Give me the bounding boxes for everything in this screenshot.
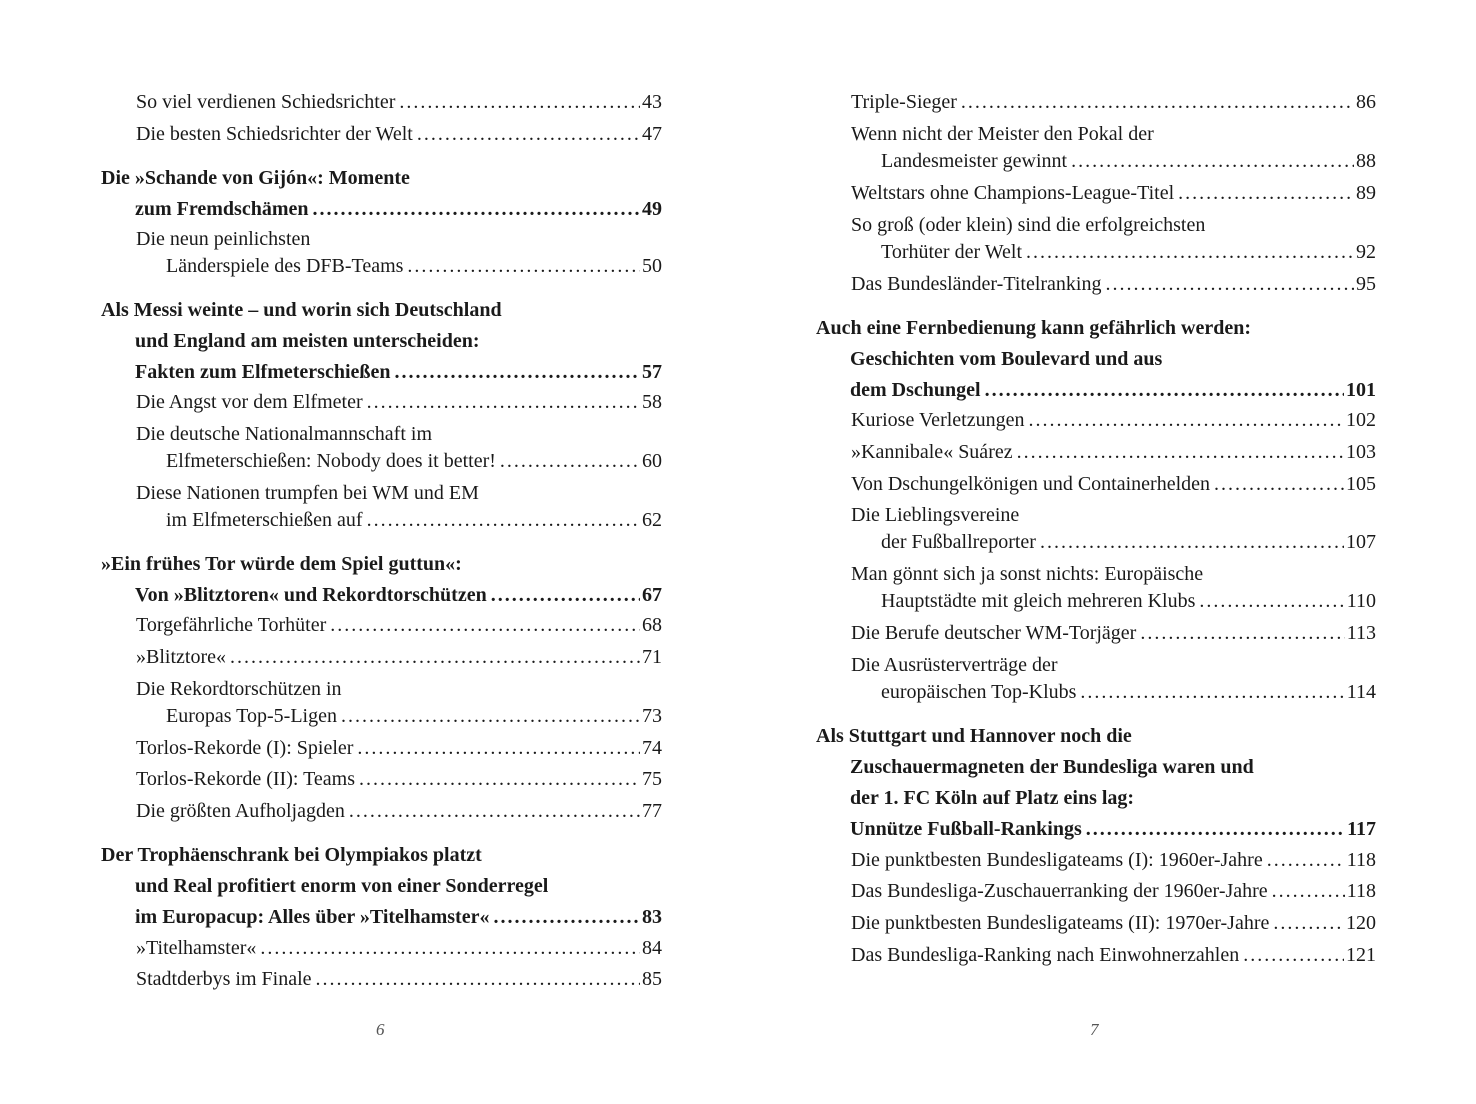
toc-page-number: 58: [642, 391, 662, 413]
toc-dot-leader: [491, 580, 640, 611]
toc-entry-line: [136, 935, 662, 962]
toc-entry-title: Von »Blitztoren« und Rekordtorschützen: [135, 584, 487, 606]
toc-entry-line: [136, 966, 662, 993]
toc-entry-title: Als Stuttgart und Hannover noch die: [816, 725, 1132, 747]
toc-entry-line: [101, 549, 662, 580]
toc-subentry: [136, 676, 662, 730]
toc-entry-line: [136, 507, 662, 534]
toc-entry-line: [816, 752, 1376, 783]
toc-subentry: [851, 121, 1376, 175]
toc-entry-title: »Kannibale« Suárez: [851, 441, 1013, 463]
toc-dot-leader: [367, 507, 640, 534]
toc-entry-title: europäischen Top-Klubs: [881, 681, 1077, 703]
toc-entry-title: »Ein frühes Tor würde dem Spiel guttun«:: [101, 553, 462, 575]
toc-page-number: 49: [642, 198, 662, 220]
toc-entry-title: Landesmeister gewinnt: [881, 150, 1068, 172]
toc-dot-leader: [985, 375, 1344, 406]
toc-subentry: [851, 561, 1376, 615]
toc-entry-line: [101, 163, 662, 194]
toc-dot-leader: [1214, 471, 1344, 498]
toc-entry-line: [851, 847, 1376, 874]
toc-page-number: 105: [1346, 473, 1376, 495]
toc-entry-line: [851, 529, 1376, 556]
toc-entry-title: Die deutsche Nationalmannschaft im: [136, 423, 433, 445]
toc-entry-line: [816, 313, 1376, 344]
toc-entry-line: [851, 588, 1376, 615]
toc-entry-line: [136, 480, 662, 507]
toc-dot-leader: [357, 735, 640, 762]
toc-entry-title: im Elfmeterschießen auf: [166, 509, 363, 531]
toc-entry-line: [851, 407, 1376, 434]
toc-entry-title: Länderspiele des DFB-Teams: [166, 255, 404, 277]
toc-dot-leader: [1086, 814, 1345, 845]
toc-entry-line: [816, 375, 1376, 406]
toc-page-number: 118: [1346, 880, 1376, 902]
toc-entry-title: Die neun peinlichsten: [136, 228, 311, 250]
toc-entry-title: Das Bundesliga-Ranking nach Einwohnerzahlen: [851, 944, 1240, 966]
toc-page-number: 43: [642, 91, 662, 113]
toc-dot-leader: [1040, 529, 1344, 556]
toc-entry-line: [101, 194, 662, 225]
toc-page-number: 68: [642, 614, 662, 636]
toc-entry-title: dem Dschungel: [850, 379, 981, 401]
toc-entry-line: [816, 344, 1376, 375]
toc-page-number: 107: [1346, 531, 1376, 553]
toc-entry-line: [851, 471, 1376, 498]
toc-page-number: 73: [642, 705, 662, 727]
toc-entry-line: [101, 295, 662, 326]
toc-subentry: [136, 121, 662, 148]
toc-page-number: 47: [642, 123, 662, 145]
toc-page-number: 67: [642, 584, 662, 606]
toc-entry-line: [816, 814, 1376, 845]
toc-subentry: [851, 407, 1376, 434]
toc-subentry: [136, 480, 662, 534]
toc-dot-leader: [1106, 271, 1355, 298]
toc-entry-title: Die Rekordtorschützen in: [136, 678, 342, 700]
toc-page-number: 110: [1346, 590, 1376, 612]
toc-page-number: 95: [1356, 273, 1376, 295]
toc-entry-line: [136, 735, 662, 762]
toc-entry-title: Torlos-Rekorde (I): Spieler: [136, 737, 354, 759]
toc-entry-line: [851, 942, 1376, 969]
toc-page-number: 75: [642, 768, 662, 790]
toc-entry-title: Triple-Sieger: [851, 91, 957, 113]
toc-entry-title: Torhüter der Welt: [881, 241, 1023, 263]
toc-page-number: 103: [1346, 441, 1376, 463]
toc-entry-line: [816, 721, 1376, 752]
toc-page-number: 102: [1346, 409, 1376, 431]
toc-dot-leader: [316, 966, 640, 993]
toc-entry-title: Das Bundesländer-Titelranking: [851, 273, 1102, 295]
toc-entry-line: [136, 89, 662, 116]
toc-entry-line: [851, 910, 1376, 937]
toc-dot-leader: [359, 766, 640, 793]
toc-page-number: 86: [1356, 91, 1376, 113]
toc-entry-line: [136, 612, 662, 639]
toc-entry-title: Diese Nationen trumpfen bei WM und EM: [136, 482, 479, 504]
toc-entry-line: [101, 840, 662, 871]
toc-entry-line: [101, 580, 662, 611]
toc-page-number: 113: [1346, 622, 1376, 644]
toc-page-number: 60: [642, 450, 662, 472]
toc-page-number: 77: [642, 800, 662, 822]
toc-dot-leader: [417, 121, 640, 148]
toc-dot-leader: [1028, 407, 1344, 434]
toc-entry-title: Die größten Aufholjagden: [136, 800, 345, 822]
toc-entry-title: Der Trophäenschrank bei Olympiakos platzt: [101, 844, 482, 866]
toc-subentry: [851, 910, 1376, 937]
toc-subentry: [136, 421, 662, 475]
toc-dot-leader: [313, 194, 641, 225]
toc-entry-title: Man gönnt sich ja sonst nichts: Europäische: [851, 563, 1204, 585]
toc-entry-line: [136, 798, 662, 825]
toc-subentry: [851, 180, 1376, 207]
left-page-number: 6: [376, 1020, 385, 1039]
toc-entry-title: Auch eine Fernbedienung kann gefährlich werden:: [816, 317, 1252, 339]
toc-entry-line: [136, 389, 662, 416]
toc-subentry: [136, 612, 662, 639]
right-page-number: 7: [1090, 1020, 1099, 1039]
toc-entry-title: So groß (oder klein) sind die erfolgreichsten: [851, 214, 1206, 236]
toc-entry-title: Elfmeterschießen: Nobody does it better!: [166, 450, 496, 472]
toc-dot-leader: [395, 357, 640, 388]
toc-entry-line: [136, 121, 662, 148]
toc-entry-line: [851, 620, 1376, 647]
toc-subentry: [136, 389, 662, 416]
toc-entry-title: Als Messi weinte – und worin sich Deutschland: [101, 299, 502, 321]
toc-page-number: 57: [642, 361, 662, 383]
toc-entry-title: Stadtderbys im Finale: [136, 968, 312, 990]
toc-chapter-entry: [816, 313, 1376, 406]
toc-dot-leader: [500, 448, 640, 475]
toc-entry-line: [851, 561, 1376, 588]
toc-entry-title: Zuschauermagneten der Bundesliga waren und: [850, 756, 1254, 778]
toc-subentry: [851, 271, 1376, 298]
toc-dot-leader: [1272, 878, 1345, 905]
toc-entry-title: Das Bundesliga-Zuschauerranking der 1960er-Jahre: [851, 880, 1268, 902]
toc-entry-title: Wenn nicht der Meister den Pokal der: [851, 123, 1154, 145]
toc-entry-title: Die besten Schiedsrichter der Welt: [136, 123, 413, 145]
toc-entry-title: Die punktbesten Bundesligateams (II): 1970er-Jahre: [851, 912, 1270, 934]
toc-entry-line: [816, 783, 1376, 814]
toc-dot-leader: [961, 89, 1354, 116]
toc-dot-leader: [1080, 679, 1344, 706]
toc-entry-line: [101, 871, 662, 902]
toc-page-number: 121: [1346, 944, 1376, 966]
toc-subentry: [851, 652, 1376, 706]
toc-chapter-entry: [101, 549, 662, 611]
toc-page-number: 84: [642, 937, 662, 959]
toc-entry-line: [136, 253, 662, 280]
toc-chapter-entry: [101, 163, 662, 225]
toc-page-number: 50: [642, 255, 662, 277]
toc-subentry: [851, 502, 1376, 556]
toc-entry-line: [136, 703, 662, 730]
toc-entry-line: [101, 902, 662, 933]
toc-dot-leader: [230, 644, 640, 671]
toc-dot-leader: [1267, 847, 1345, 874]
toc-chapter-entry: [816, 721, 1376, 845]
toc-dot-leader: [407, 253, 640, 280]
toc-entry-line: [136, 644, 662, 671]
toc-dot-leader: [1071, 148, 1354, 175]
toc-entry-line: [851, 89, 1376, 116]
toc-subentry: [851, 439, 1376, 466]
toc-page-number: 83: [642, 906, 662, 928]
toc-entry-title: Die Berufe deutscher WM-Torjäger: [851, 622, 1137, 644]
toc-entry-title: Die punktbesten Bundesligateams (I): 1960er-Jahre: [851, 849, 1263, 871]
toc-entry-line: [851, 239, 1376, 266]
toc-chapter-entry: [101, 295, 662, 388]
toc-entry-line: [136, 766, 662, 793]
toc-subentry: [851, 942, 1376, 969]
toc-entry-line: [851, 180, 1376, 207]
toc-entry-title: Weltstars ohne Champions-League-Titel: [851, 182, 1175, 204]
toc-subentry: [136, 966, 662, 993]
toc-subentry: [851, 212, 1376, 266]
toc-entry-line: [136, 676, 662, 703]
toc-entry-title: und Real profitiert enorm von einer Sonderregel: [135, 875, 549, 897]
toc-entry-title: Unnütze Fußball-Rankings: [850, 818, 1082, 840]
toc-chapter-entry: [101, 840, 662, 933]
toc-entry-line: [851, 878, 1376, 905]
toc-subentry: [851, 620, 1376, 647]
toc-entry-line: [851, 502, 1376, 529]
toc-page-number: 62: [642, 509, 662, 531]
toc-entry-title: Torgefährliche Torhüter: [136, 614, 327, 636]
toc-entry-title: Geschichten vom Boulevard und aus: [850, 348, 1163, 370]
toc-entry-line: [851, 679, 1376, 706]
toc-page-number: 118: [1346, 849, 1376, 871]
toc-entry-title: der Fußballreporter: [881, 531, 1036, 553]
toc-entry-title: im Europacup: Alles über »Titelhamster«: [135, 906, 490, 928]
toc-entry-title: Europas Top-5-Ligen: [166, 705, 337, 727]
toc-dot-leader: [1273, 910, 1344, 937]
toc-dot-leader: [399, 89, 640, 116]
toc-entry-line: [851, 652, 1376, 679]
toc-subentry: [851, 847, 1376, 874]
toc-entry-title: Fakten zum Elfmeterschießen: [135, 361, 391, 383]
toc-dot-leader: [260, 935, 640, 962]
toc-page-number: 120: [1346, 912, 1376, 934]
toc-entry-title: und England am meisten unterscheiden:: [135, 330, 480, 352]
toc-dot-leader: [1199, 588, 1344, 615]
toc-dot-leader: [330, 612, 640, 639]
toc-subentry: [851, 471, 1376, 498]
toc-subentry: [136, 766, 662, 793]
toc-entry-title: »Titelhamster«: [136, 937, 257, 959]
toc-entry-line: [136, 226, 662, 253]
toc-entry-title: Von Dschungelkönigen und Containerhelden: [851, 473, 1211, 495]
toc-page-number: 101: [1346, 379, 1376, 401]
toc-entry-title: der 1. FC Köln auf Platz eins lag:: [850, 787, 1135, 809]
toc-page-number: 88: [1356, 150, 1376, 172]
toc-entry-line: [101, 326, 662, 357]
toc-entry-title: Torlos-Rekorde (II): Teams: [136, 768, 355, 790]
toc-subentry: [851, 878, 1376, 905]
toc-dot-leader: [367, 389, 640, 416]
toc-dot-leader: [1017, 439, 1344, 466]
toc-entry-line: [136, 421, 662, 448]
toc-subentry: [136, 644, 662, 671]
toc-dot-leader: [1178, 180, 1354, 207]
toc-entry-line: [851, 439, 1376, 466]
toc-dot-leader: [1140, 620, 1344, 647]
toc-entry-title: »Blitztore«: [136, 646, 226, 668]
toc-page-number: 117: [1347, 818, 1376, 840]
toc-entry-title: Hauptstädte mit gleich mehreren Klubs: [881, 590, 1196, 612]
toc-entry-title: Die Angst vor dem Elfmeter: [136, 391, 363, 413]
toc-entry-title: zum Fremdschämen: [135, 198, 309, 220]
toc-entry-title: Die Ausrüsterverträge der: [851, 654, 1058, 676]
toc-page-number: 92: [1356, 241, 1376, 263]
toc-entry-line: [851, 148, 1376, 175]
toc-entry-title: So viel verdienen Schiedsrichter: [136, 91, 396, 113]
toc-subentry: [136, 798, 662, 825]
toc-dot-leader: [493, 902, 640, 933]
toc-subentry: [136, 935, 662, 962]
toc-entry-line: [851, 121, 1376, 148]
toc-entry-title: Kuriose Verletzungen: [851, 409, 1025, 431]
toc-entry-line: [136, 448, 662, 475]
toc-page-number: 74: [642, 737, 662, 759]
toc-dot-leader: [341, 703, 640, 730]
toc-entry-line: [851, 212, 1376, 239]
toc-dot-leader: [1243, 942, 1344, 969]
toc-page-number: 114: [1346, 681, 1376, 703]
toc-subentry: [136, 226, 662, 280]
toc-subentry: [851, 89, 1376, 116]
toc-page-number: 85: [642, 968, 662, 990]
right-page: [738, 0, 1476, 1104]
toc-dot-leader: [1026, 239, 1354, 266]
toc-entry-title: Die Lieblingsvereine: [851, 504, 1020, 526]
toc-page-number: 89: [1356, 182, 1376, 204]
toc-dot-leader: [349, 798, 640, 825]
toc-subentry: [136, 735, 662, 762]
toc-page-number: 71: [642, 646, 662, 668]
toc-entry-line: [851, 271, 1376, 298]
toc-entry-title: Die »Schande von Gijón«: Momente: [101, 167, 410, 189]
toc-entry-line: [101, 357, 662, 388]
toc-subentry: [136, 89, 662, 116]
